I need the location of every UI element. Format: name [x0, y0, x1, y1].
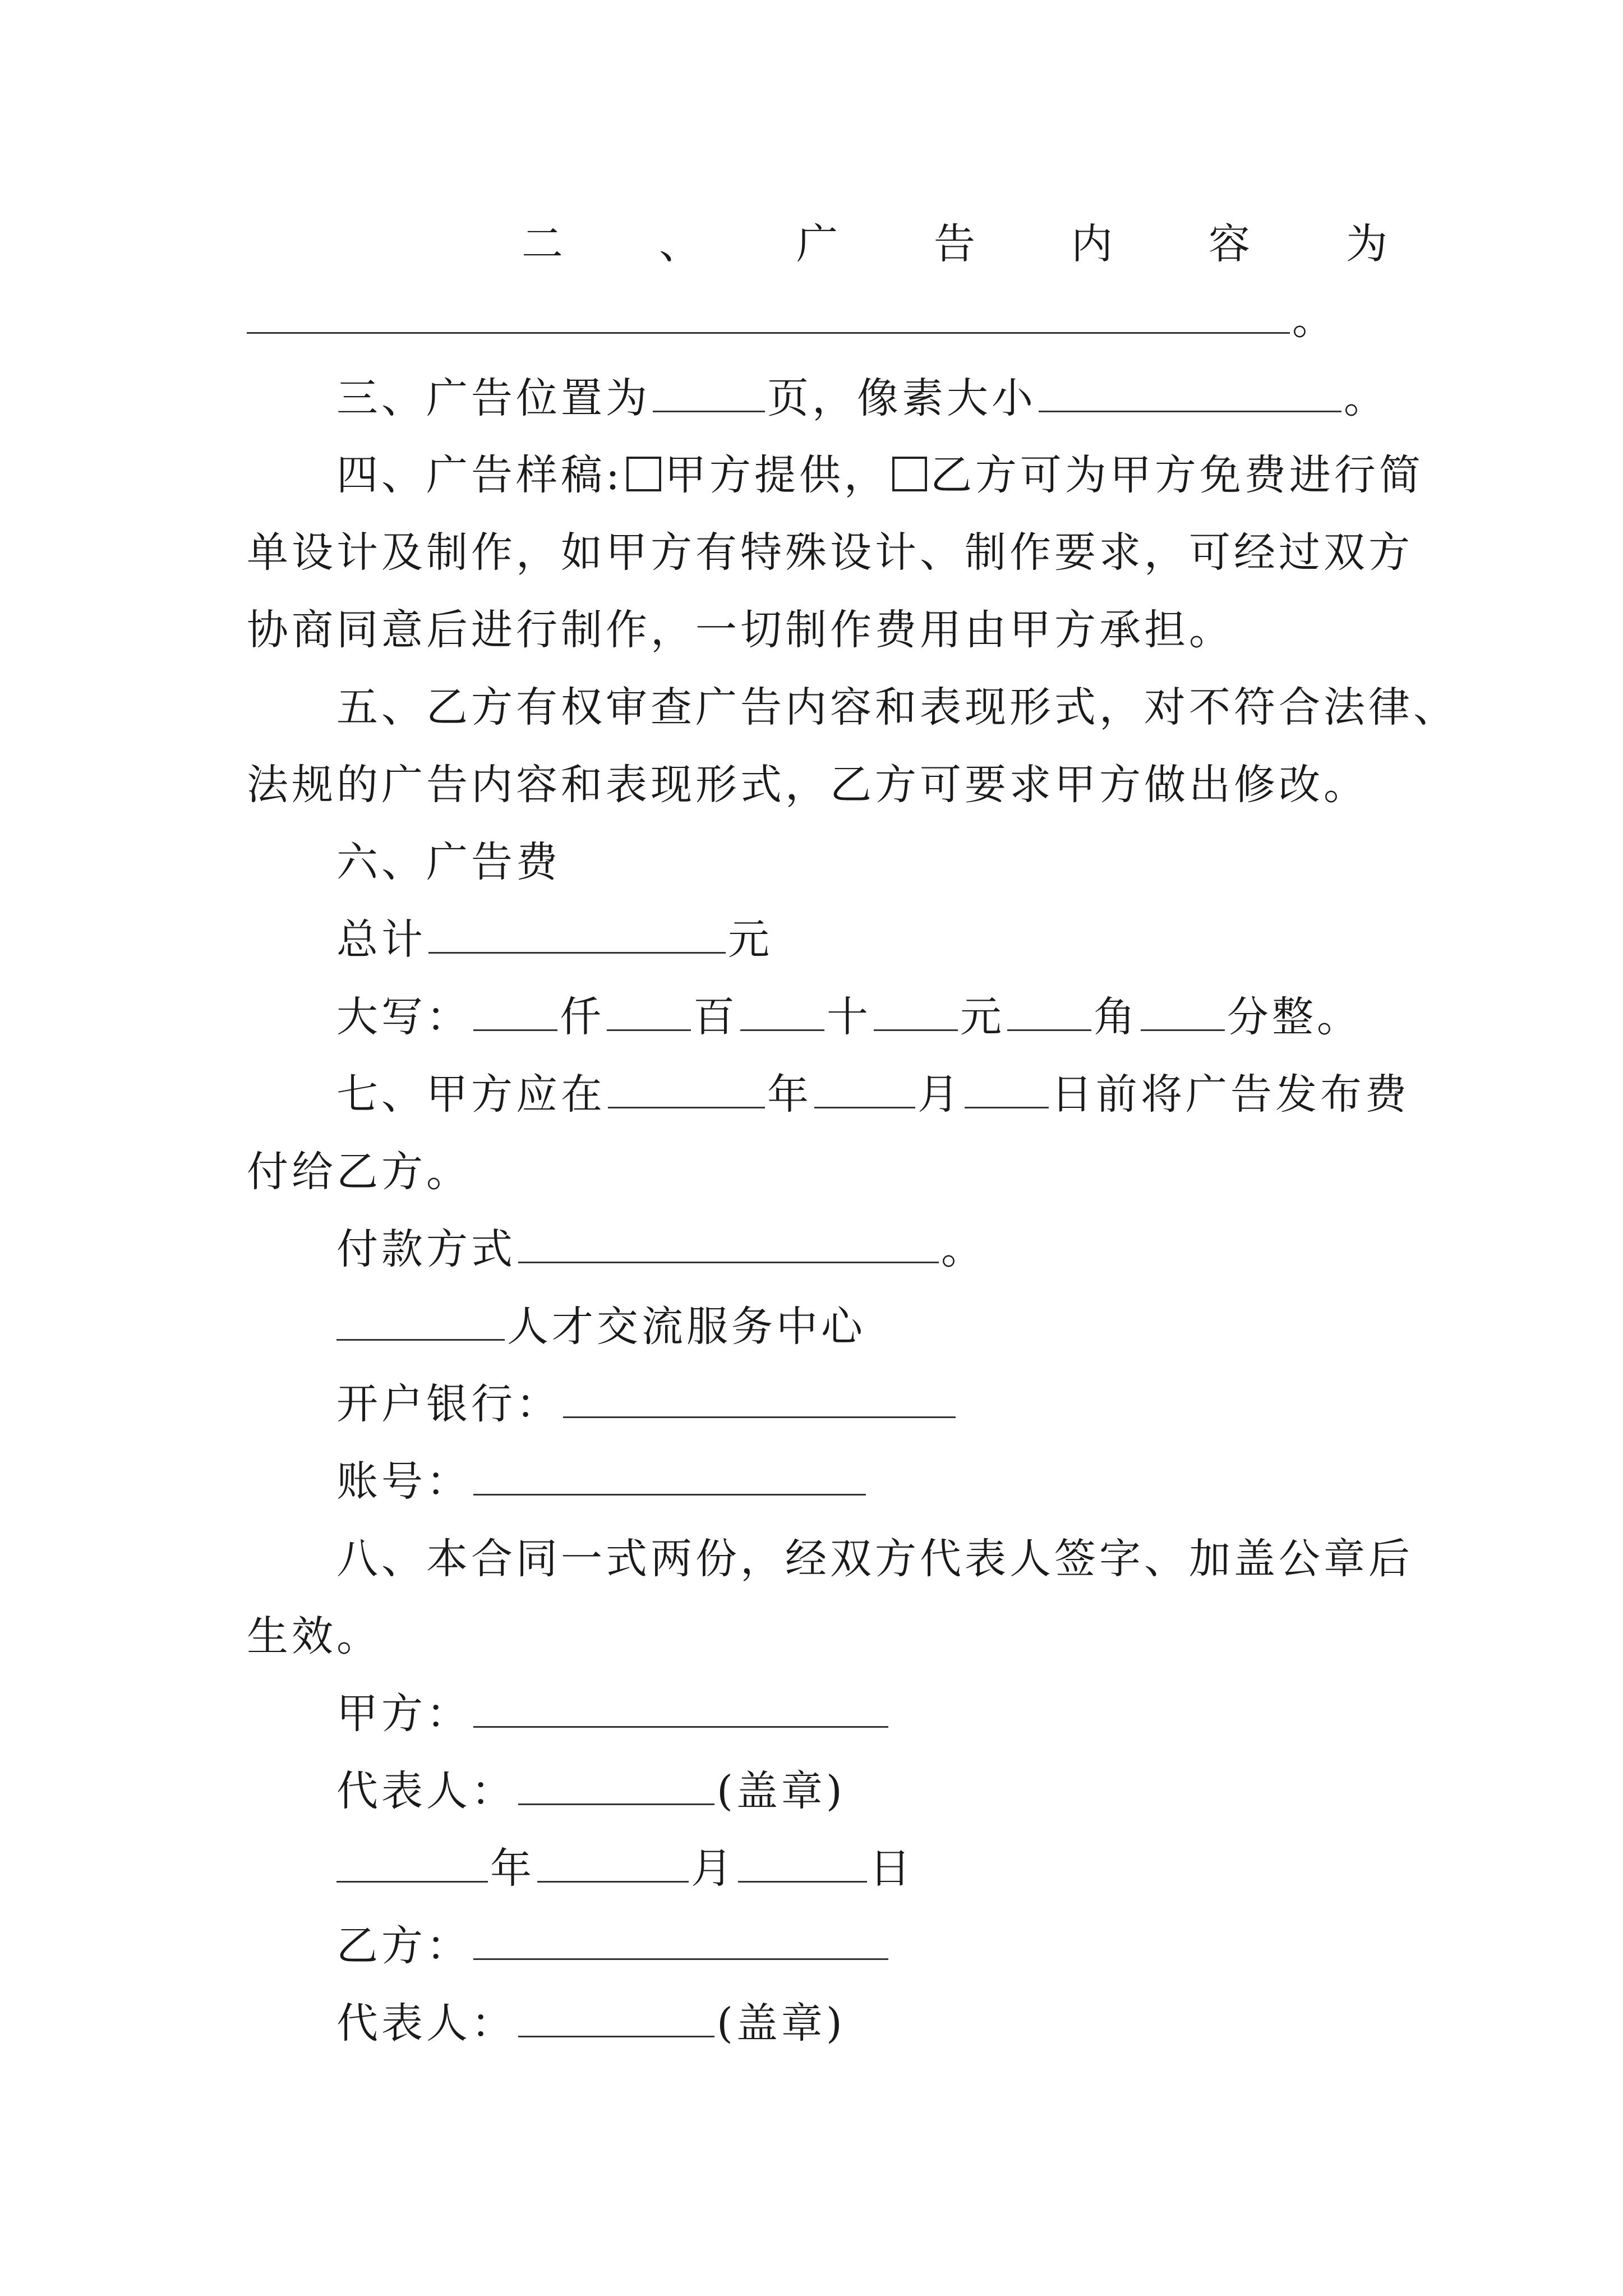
- jiao-blank[interactable]: [1007, 990, 1091, 1031]
- section-7-line2: 付给乙方。: [247, 1148, 471, 1196]
- center-name-blank[interactable]: [336, 1300, 505, 1341]
- section-6-title: 六、广告费: [336, 838, 561, 886]
- party-b-row: [336, 1918, 1391, 1974]
- yuan-blank[interactable]: [874, 990, 958, 1031]
- unit-ten: 十: [827, 993, 872, 1041]
- heading-char: 为: [1346, 220, 1391, 268]
- section-5-line2: 法规的广告内容和表现形式，乙方可要求甲方做出修改。: [247, 761, 1368, 809]
- year-label: 年: [490, 1844, 535, 1893]
- service-center-label: 人才交流服务中心: [507, 1303, 866, 1351]
- payment-method-blank[interactable]: [518, 1222, 939, 1263]
- bank-row: [336, 1376, 1391, 1432]
- party-b-blank[interactable]: [473, 1919, 888, 1960]
- section-7-line1: [336, 1066, 1410, 1122]
- pixel-size-label: 页，像素大小: [767, 374, 1036, 422]
- party-a-label: 甲方：: [336, 1690, 471, 1738]
- payment-deadline-label: 七、甲方应在: [336, 1070, 606, 1119]
- year-blank[interactable]: [608, 1068, 765, 1108]
- section-8-line1: 八、本合同一式两份，经双方代表人签字、加盖公章后: [336, 1535, 1413, 1583]
- total-unit: 元: [728, 915, 773, 964]
- total-label: 总计: [336, 915, 426, 964]
- unit-hundred: 百: [693, 993, 738, 1041]
- pixel-size-blank[interactable]: [1039, 371, 1341, 412]
- month-label: 月: [691, 1844, 736, 1893]
- party-a-row: [336, 1686, 1391, 1742]
- ad-sample-label: 四、广告样稿:: [336, 451, 623, 499]
- amount-in-words-label: 大写：: [336, 993, 471, 1041]
- heading-char: 、: [659, 220, 704, 268]
- fen-blank[interactable]: [1141, 990, 1225, 1031]
- service-center-row: [336, 1299, 1391, 1355]
- ad-content-blank[interactable]: [247, 293, 1290, 334]
- period: 。: [941, 1225, 986, 1273]
- account-label: 账号：: [336, 1457, 471, 1506]
- unit-fen: 分整。: [1227, 993, 1362, 1041]
- party-b-rep-row: [336, 1995, 1391, 2051]
- bank-blank[interactable]: [563, 1377, 956, 1418]
- heading-char: 内: [1071, 220, 1116, 268]
- period: 。: [1344, 374, 1389, 422]
- total-row: [336, 912, 1391, 968]
- day-label: 日: [869, 1844, 914, 1893]
- date-row: [336, 1841, 1391, 1897]
- amount-in-words-row: [336, 989, 1391, 1045]
- ad-position-label: 三、广告位置为: [336, 374, 651, 422]
- heading-char: 广: [796, 220, 841, 268]
- sign-day-blank[interactable]: [738, 1842, 867, 1883]
- heading-char: 容: [1209, 220, 1253, 268]
- unit-yuan: 元: [960, 993, 1005, 1041]
- ad-content-blank-line: [247, 292, 1391, 348]
- account-row: [336, 1453, 1391, 1510]
- section-8-line2: 生效。: [247, 1612, 381, 1660]
- heading-char: 告: [934, 220, 979, 268]
- bank-label: 开户银行：: [336, 1380, 561, 1428]
- day-blank[interactable]: [965, 1068, 1049, 1108]
- party-a-blank[interactable]: [473, 1687, 888, 1728]
- sign-year-blank[interactable]: [336, 1842, 488, 1883]
- section-5-line1: 五、乙方有权审查广告内容和表现形式，对不符合法律、: [336, 683, 1458, 731]
- party-a-rep-row: [336, 1763, 1391, 1819]
- section-2-heading: [522, 216, 1391, 272]
- sign-month-blank[interactable]: [537, 1842, 689, 1883]
- seal-label: (盖章): [717, 1999, 846, 2047]
- party-b-label: 乙方：: [336, 1922, 471, 1970]
- party-b-rep-blank[interactable]: [518, 1996, 714, 2037]
- day-label: 日前将广告发布费: [1051, 1070, 1410, 1119]
- representative-label: 代表人：: [336, 1767, 516, 1815]
- section-4-line3: 协商同意后进行制作，一切制作费用由甲方承担。: [247, 606, 1234, 654]
- seal-label: (盖章): [717, 1767, 846, 1815]
- option-party-b-designs: 乙方可为甲方免费进行简: [930, 451, 1424, 499]
- section-3: [336, 370, 1391, 426]
- month-label: 月: [917, 1070, 962, 1119]
- representative-label: 代表人：: [336, 1999, 516, 2047]
- page-blank[interactable]: [653, 371, 765, 412]
- checkbox-party-a-provides[interactable]: [626, 457, 661, 491]
- hundreds-blank[interactable]: [607, 990, 691, 1031]
- tens-blank[interactable]: [740, 990, 824, 1031]
- section-4-line2: 单设计及制作，如甲方有特殊设计、制作要求，可经过双方: [247, 528, 1413, 577]
- unit-jiao: 角: [1094, 993, 1138, 1041]
- account-blank[interactable]: [473, 1455, 866, 1496]
- thousands-blank[interactable]: [473, 990, 557, 1031]
- month-blank[interactable]: [814, 1068, 915, 1108]
- heading-char: 二: [522, 220, 566, 268]
- total-blank[interactable]: [428, 913, 726, 954]
- unit-thousand: 仟: [560, 993, 605, 1041]
- checkbox-party-b-designs[interactable]: [892, 457, 927, 491]
- payment-method-row: [336, 1221, 1391, 1277]
- party-a-rep-blank[interactable]: [518, 1764, 714, 1805]
- payment-method-label: 付款方式: [336, 1225, 516, 1273]
- period: 。: [1292, 296, 1337, 344]
- section-4-line1: [336, 447, 1424, 503]
- option-party-a-provides: 甲方提供，: [664, 451, 889, 499]
- year-label: 年: [767, 1070, 812, 1119]
